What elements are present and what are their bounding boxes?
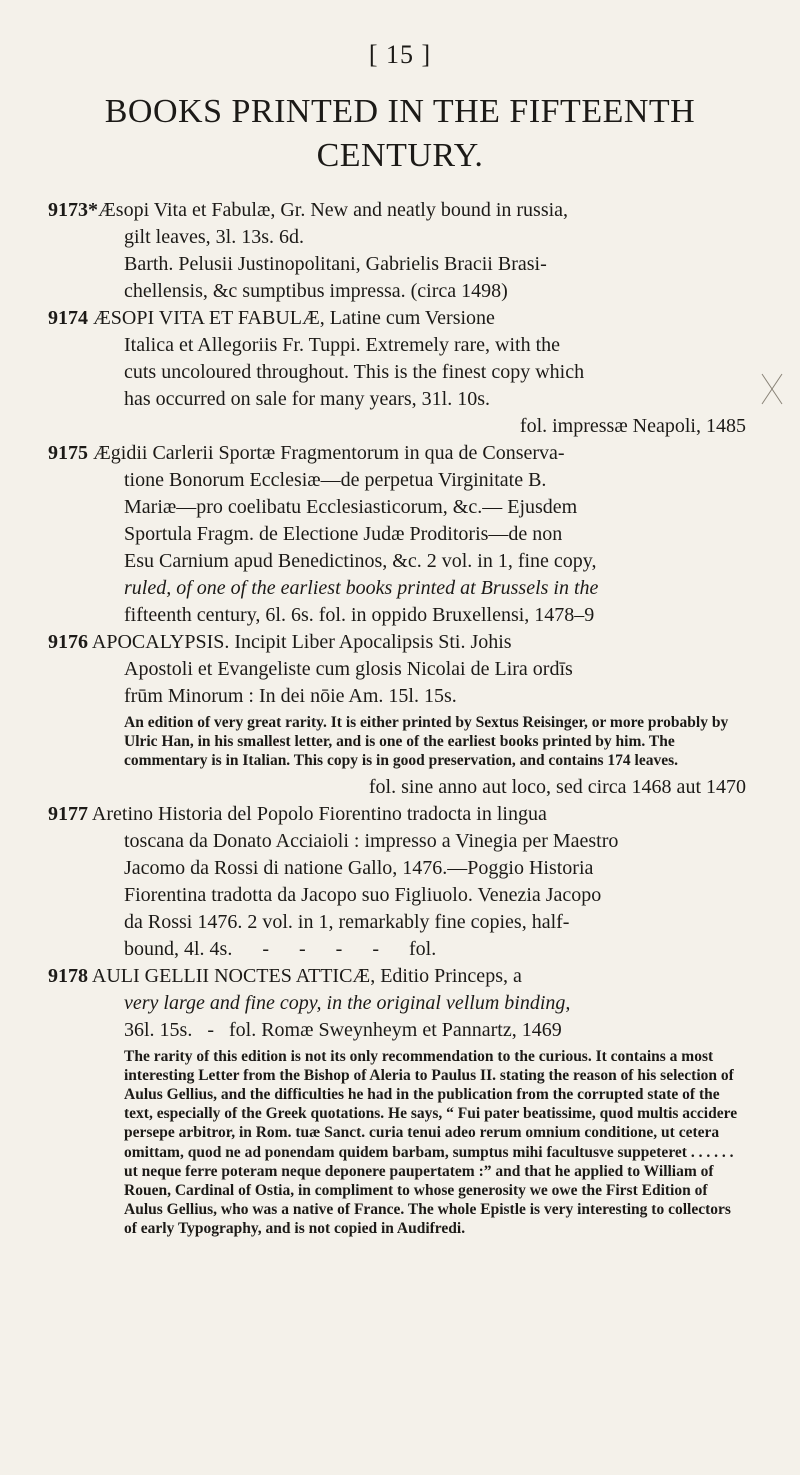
entry-line: frūm Minorum : In dei nōie Am. 15l. 15s. (124, 685, 457, 707)
entry-line: ruled, of one of the earliest books printed at Brussels in the (124, 577, 599, 599)
entry-line: fifteenth century, 6l. 6s. fol. in oppido Bruxellensi, 1478–9 (124, 604, 595, 626)
page-title (0, 90, 800, 178)
entry-imprint: fol. sine anno aut loco, sed circa 1468 aut 1470 (368, 775, 746, 798)
entry-line: da Rossi 1476. 2 vol. in 1, remarkably fine copies, half- (124, 910, 570, 933)
entry-number: 9178 (48, 964, 88, 987)
entry-line: Fiorentina tradotta da Jacopo suo Figliuolo. Venezia Jacopo (124, 883, 602, 906)
entry-number: 9174 (48, 307, 88, 329)
catalogue-entry (48, 963, 746, 1239)
entry-note: The rarity of this edition is not its only recommendation to the curious. It contains a most interesting Letter from the Bishop of Aleria to Paulus II. stating the reason of his selection of Aulus Gellius, and the difficulties he had in the publication from the corrupted state of the text, especially of the Greek quotations. He says, “ Fui pater beatissime, quod multis accidere persepe arbitror, in Rom. tuæ Sanct. curia tenui adeo rerum omnium conditione, ut cetera omittam, quod ne ad ponendam quidem barbam, sumptus mihi facultusve suppeteret . . . . . . ut neque ferre poteram neque deponere paupertatem :” and that he applied to William of Rouen, Cardinal of Ostia, in compliment to whose generosity we owe the First Edition of Aulus Gellius, who was a native of France. The whole Epistle is very interesting to collectors of early Typography, and is not copied in Audifredi. (124, 1047, 738, 1238)
entry-line: very large and fine copy, in the original vellum binding, (124, 991, 571, 1014)
catalogue-entry (48, 305, 746, 440)
entry-line: Jacomo da Rossi di natione Gallo, 1476.—Poggio Historia (124, 856, 594, 879)
entry-line: 36l. 15s. - fol. Romæ Sweynheym et Pannartz, 1469 (124, 1018, 562, 1041)
catalogue-entry (48, 197, 746, 305)
entry-line: chellensis, &c sumptibus impressa. (circa 1498) (124, 280, 508, 302)
entry-line: Mariæ—pro coelibatu Ecclesiasticorum, &c.— Ejusdem (124, 496, 578, 518)
entry-line: Ægidii Carlerii Sportæ Fragmentorum in qua de Conserva- (93, 442, 565, 464)
entry-number: 9177 (48, 802, 88, 825)
entry-number: 9175 (48, 442, 88, 464)
entry-line: has occurred on sale for many years, 31l. 10s. (124, 388, 490, 410)
catalogue-entry (48, 440, 746, 629)
catalogue-entries (48, 197, 746, 1242)
entry-number: 9173* (48, 199, 98, 221)
entry-line: Barth. Pelusii Justinopolitani, Gabrielis Bracii Brasi- (124, 253, 547, 275)
entry-number: 9176 (48, 631, 88, 653)
entry-line: AULI GELLII NOCTES ATTICÆ, Editio Princeps, a (91, 964, 522, 987)
entry-line: Apostoli et Evangeliste cum glosis Nicolai de Lira ordīs (124, 658, 573, 680)
entry-line: APOCALYPSIS. Incipit Liber Apocalipsis Sti. Johis (91, 631, 512, 653)
entry-line: Æsopi Vita et Fabulæ, Gr. New and neatly bound in russia, (98, 199, 569, 221)
entry-note: An edition of very great rarity. It is either printed by Sextus Reisinger, or more probably by Ulric Han, in his smallest letter, and is one of the earliest books printed by him. The commentary is in Italian. This copy is in good preservation, and contains 174 leaves. (124, 714, 729, 770)
entry-line: cuts uncoloured throughout. This is the finest copy which (124, 361, 585, 383)
page-number: [ 15 ] (368, 40, 432, 69)
entry-line: Sportula Fragm. de Electione Judæ Proditoris—de non (124, 523, 563, 545)
entry-imprint: fol. impressæ Neapoli, 1485 (519, 415, 746, 437)
entry-line: gilt leaves, 3l. 13s. 6d. (124, 226, 304, 248)
entry-line: toscana da Donato Acciaioli : impresso a Vinegia per Maestro (124, 829, 619, 852)
catalogue-entry (48, 629, 746, 801)
title-line-1: BOOKS PRINTED IN THE FIFTEENTH (104, 93, 696, 130)
entry-line: Aretino Historia del Popolo Fiorentino tradocta in lingua (91, 802, 547, 825)
title-line-2: CENTURY. (316, 137, 484, 174)
entry-line: ÆSOPI VITA ET FABULÆ, Latine cum Versione (93, 307, 495, 329)
entry-line: Esu Carnium apud Benedictinos, &c. 2 vol. in 1, fine copy, (124, 550, 597, 572)
margin-mark-icon (760, 372, 784, 406)
entry-line: Italica et Allegoriis Fr. Tuppi. Extremely rare, with the (124, 334, 561, 356)
entry-line: tione Bonorum Ecclesiæ—de perpetua Virginitate B. (124, 469, 547, 491)
catalogue-entry (48, 801, 746, 963)
entry-line: bound, 4l. 4s. - - - - fol. (124, 937, 437, 960)
